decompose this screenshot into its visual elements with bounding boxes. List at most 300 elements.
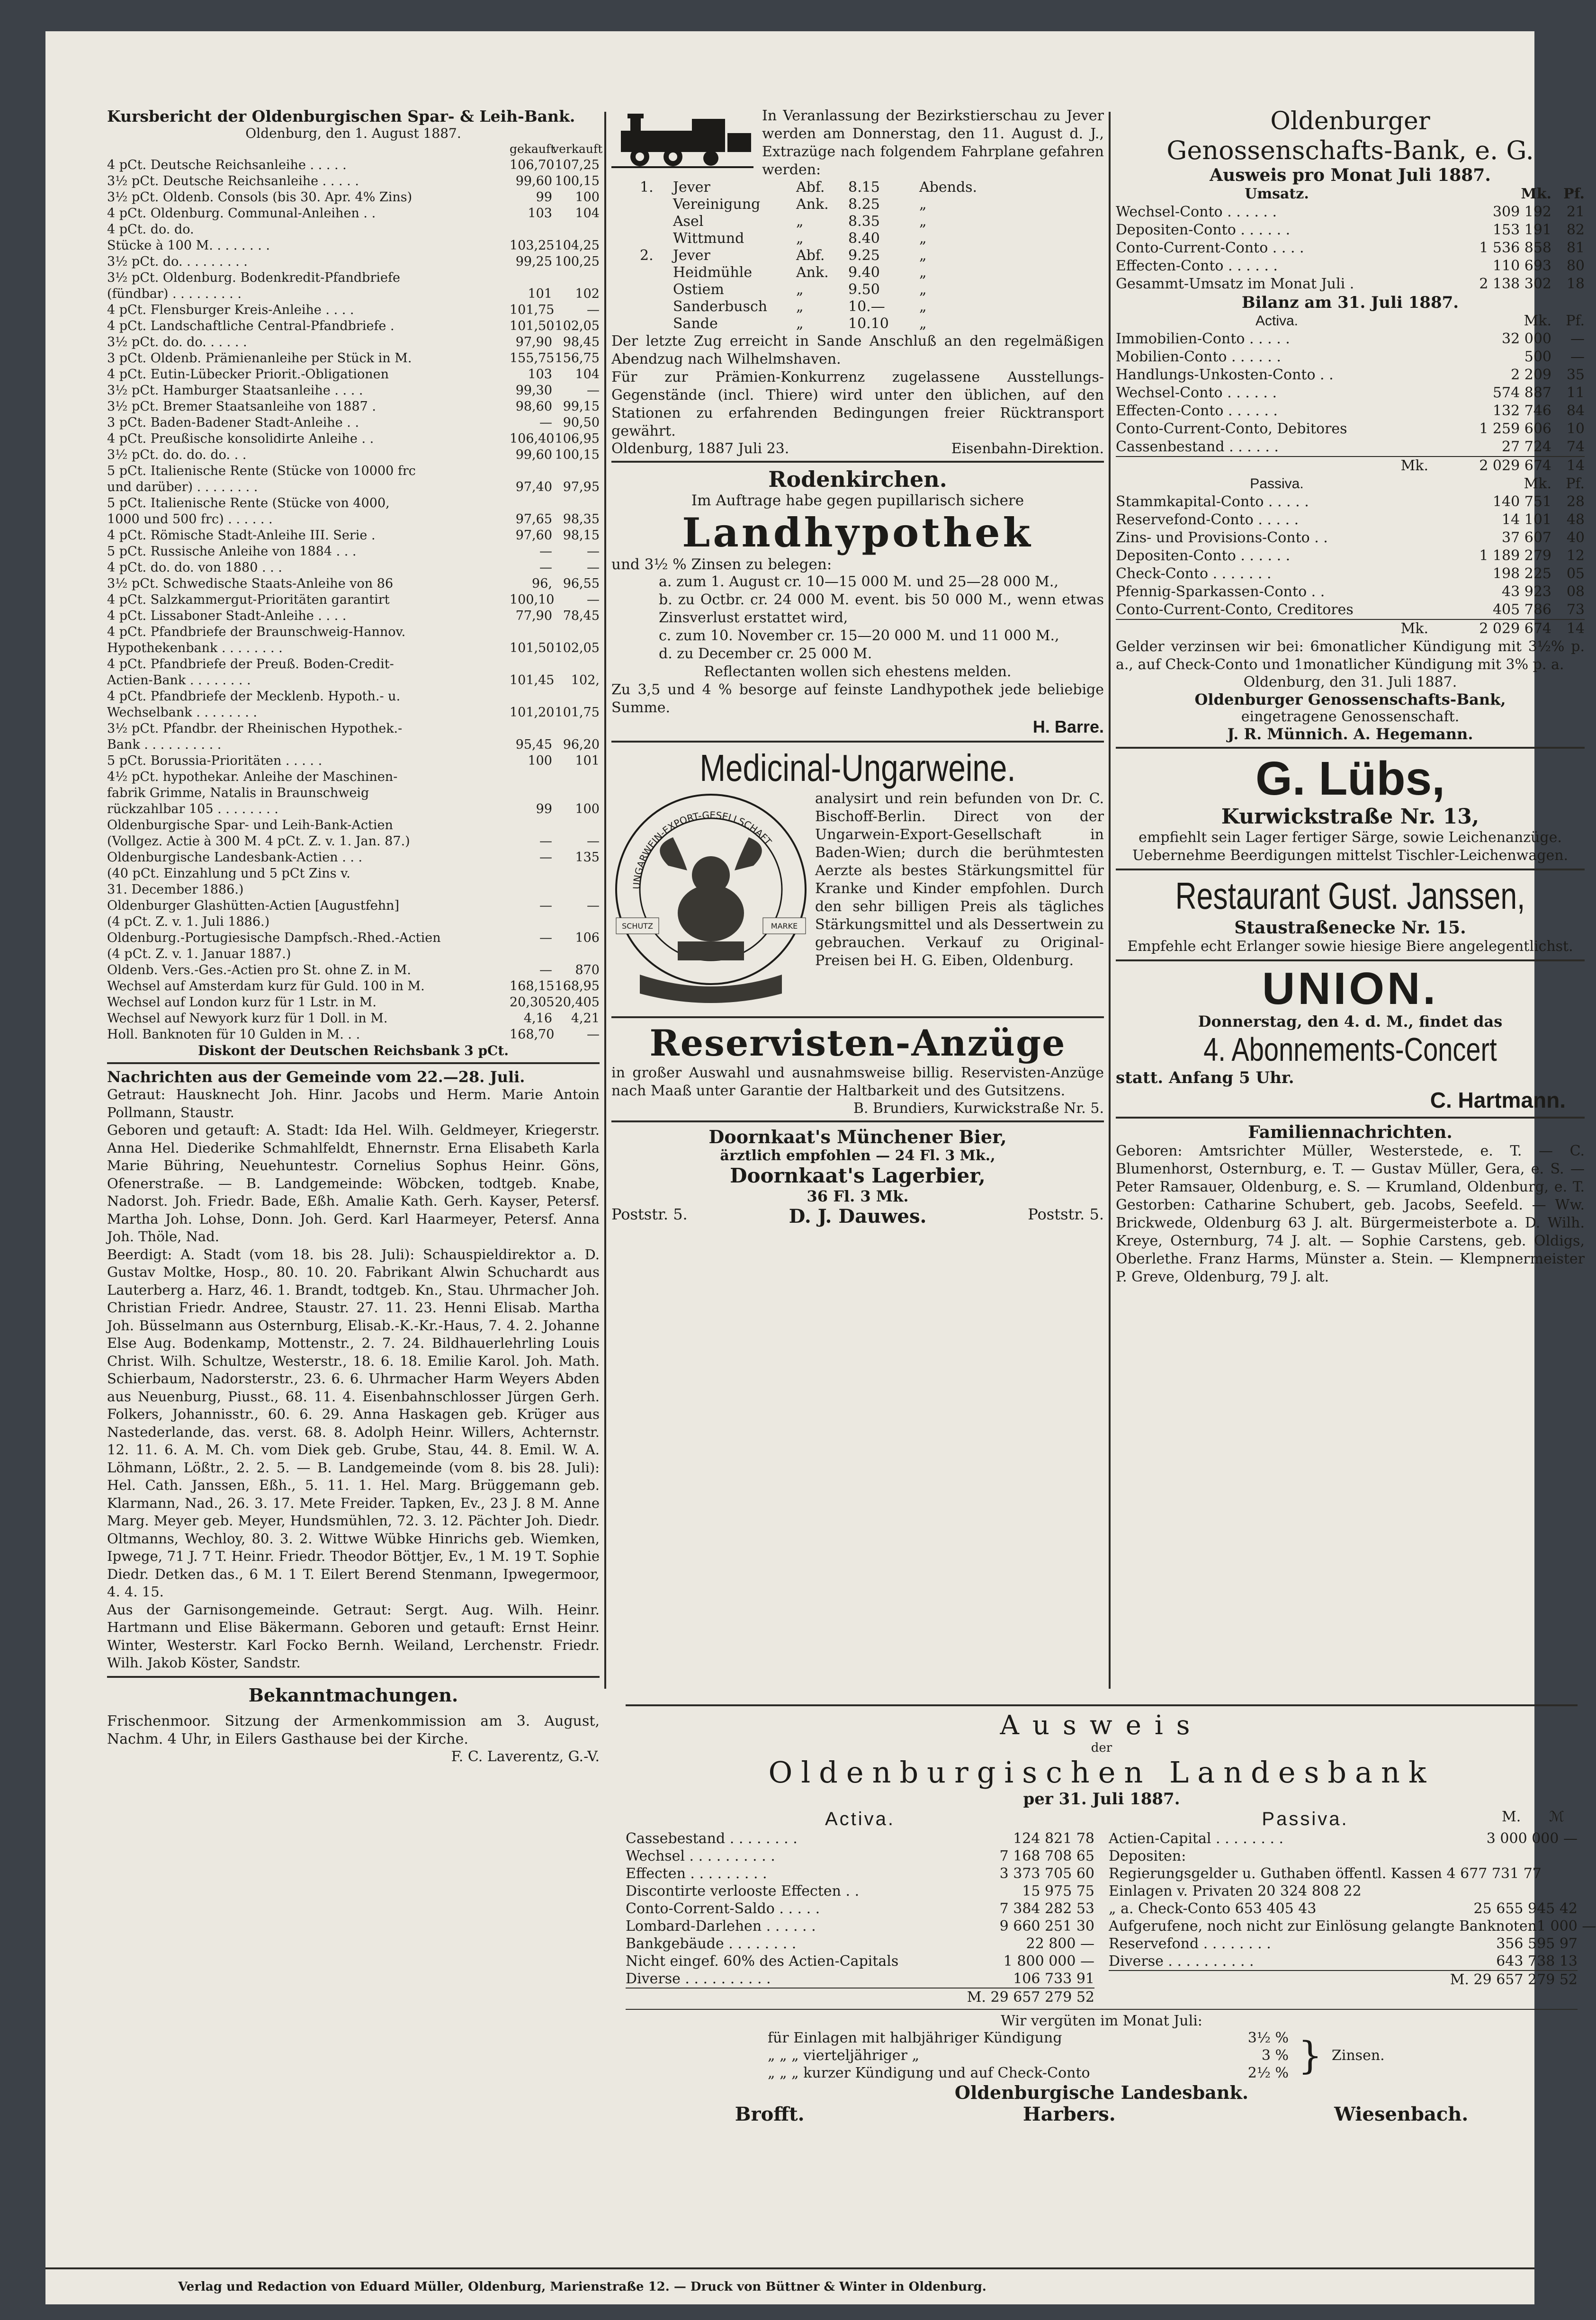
kurs-name: 5 pCt. Italienische Rente (Stücke von 10000 frc [107,464,416,478]
account-pf: 74 [1566,439,1585,455]
zug-no [640,213,673,230]
genossen-note: Gelder verzinsen wir bei: 6monatlicher Kündigung mit 3½% p. a., auf Check-Conto und 1monatlicher Kündigung mit 3% p. a. [1116,638,1585,673]
account-pf: 18 [1566,276,1585,292]
lb-name: Discontirte verlooste Effecten . . [626,1883,860,1899]
kurs-buy: 99,60 [515,174,552,188]
kurs-row [107,930,600,946]
lb-value: 3 000 000 — [1486,1830,1578,1847]
kurs-buy: 101 [528,287,552,301]
zug-no [640,298,673,315]
kurs-buy: 99 [536,190,552,205]
kurs-sell [552,769,600,785]
kurs-sell [552,463,600,479]
verg-row [768,2064,1289,2082]
kurs-buy [510,689,552,705]
account-pf: 28 [1566,493,1585,510]
kurs-row [107,978,600,994]
kurs-sell: — [587,303,600,317]
bekannt-sign: F. C. Laverentz, G.-V. [451,1748,600,1765]
kurs-row [107,415,600,431]
kurs-name: Oldenburg.-Portugiesische Dampfsch.-Rhed.-Actien [107,931,441,945]
restaurant-addr: Staustraßenecke Nr. 15. [1234,918,1466,938]
lb-name: Einlagen v. Privaten 20 324 808 22 [1109,1883,1362,1899]
zug-row [640,281,1104,298]
kurs-name: Oldenburger Glashütten-Actien [Augustfehn] [107,898,400,913]
lb-signer-3: Wiesenbach. [1334,2103,1469,2125]
zug-row [640,230,1104,247]
divider [107,1676,600,1678]
kurs-buy: 97,65 [515,512,552,527]
kurs-row [107,334,600,350]
kurs-name: Wechsel auf Amsterdam kurz für Guld. 100 in M. [107,979,425,994]
column-rule-right [1109,112,1111,1689]
right-column [1116,107,1585,1286]
mk-label: Mk. [1524,475,1551,492]
zug-intro: In Veranlassung der Bezirkstierschau zu Jever werden am Donnerstag, den 11. August d. J., Extrazüge nach folgendem Fahrplane gefahren werden: [762,107,1104,178]
kurs-buy [510,270,552,286]
kurs-name: 3½ pCt. do. . . . . . . . . [107,254,248,269]
account-name: Effecten-Conto . . . . . . [1116,403,1278,419]
kurs-buy: — [539,850,552,865]
kurs-buy: 20,305 [510,995,555,1010]
account-row [1116,565,1585,583]
divider [611,1016,1104,1018]
mk-label: Mk. [1524,313,1551,329]
kurs-name: 3½ pCt. Pfandbr. der Rheinischen Hypothek.- [107,721,403,736]
lb-row [1109,1953,1578,1970]
kurs-name: 4 pCt. Pfandbriefe der Preuß. Boden-Credit- [107,657,394,672]
lb-value: 643 738 13 [1496,1953,1578,1970]
divider [611,1120,1104,1122]
lb-row [626,1917,1094,1935]
seal-right-text: MARKE [771,922,798,931]
account-name: Gesammt-Umsatz im Monat Juli . [1116,276,1354,292]
locomotive-icon [611,107,753,169]
kurs-sell: 90,50 [563,415,600,430]
kurs-row [107,882,600,898]
kurs-row [107,914,600,930]
familien-text: Geboren: Amtsrichter Müller, Westerstede, e. T. — C. Blumenhorst, Osternburg, e. T. — Gustav Müller, Gera, e. S. — Peter Ramsauer, Oldenburg, e. S. — Krumland, Oldenburg, e. T. Gestorben: Catharine Schubert, geb. Jacobs, Seefeld. — Ww. Brickwede, Oldenburg 63 J. alt. Bürgermeisterbote a. D. Wilh. Kreye, Osternburg, 74 J. alt. — Sophie Carstens, geb. Oldigs, Oberlethe. Franz Harms, Münster a. Stein. — Klempnermeister P. Greve, Oldenburg, 79 J. alt. [1116,1143,1585,1285]
kursbericht-date: Oldenburg, den 1. August 1887. [245,125,461,141]
lb-name: Conto-Corrent-Saldo . . . . . [626,1900,820,1917]
kurs-name: 4 pCt. Pfandbriefe der Braunschweig-Hannov. [107,625,406,639]
account-name: Effecten-Conto . . . . . . [1116,258,1278,274]
kurs-row [107,592,600,608]
divider [611,461,1104,463]
kurs-name: 4½ pCt. hypothekar. Anleihe der Maschinen- [107,770,398,784]
kurs-name: 1000 und 500 frc) . . . . . . [107,512,273,527]
union-concert: 4. Abonnements-Concert [1203,1031,1497,1068]
kurs-row [107,206,600,222]
footer-rule [45,2267,1534,2269]
kurs-sell: 97,95 [563,480,600,494]
union-line2: statt. Anfang 5 Uhr. [1116,1068,1294,1087]
kurs-sell: 100 [575,802,600,816]
kurs-buy: 98,60 [515,399,552,414]
lb-signer-2: Harbers. [1022,2103,1116,2125]
verg-name: „ „ „ vierteljähriger „ [768,2047,920,2064]
kurs-row [107,672,600,689]
lb-zinsen: Zinsen. [1331,2047,1385,2064]
zug-no [640,281,673,298]
kurs-name: Oldenburgische Landesbank-Actien . . . [107,850,363,865]
kurs-sell [552,946,600,962]
kurs-sell: 98,35 [563,512,600,527]
zug-station: Jever [673,179,710,196]
lb-row [1109,1900,1578,1917]
zug-outro-1: Der letzte Zug erreicht in Sande Anschluß an den regelmäßigen Abendzug nach Wilhelmshaven. [611,333,1104,367]
account-row [1116,384,1585,402]
genossen-passiva-table [1116,493,1585,619]
kurs-name: 5 pCt. Italienische Rente (Stücke von 4000, [107,496,390,511]
account-pf: — [1570,349,1585,365]
landesbank-title2: Oldenburgischen Landesbank [768,1755,1435,1790]
zug-type: Ank. [796,264,829,281]
kurs-name: 4 pCt. Salzkammergut-Prioritäten garantirt [107,592,390,607]
landesbank-title1: Ausweis [1000,1710,1203,1741]
kurs-buy [510,656,552,672]
kurs-row [107,254,600,270]
verg-rate: 3 % [1261,2047,1289,2064]
kurs-buy: 97,60 [515,528,552,543]
account-pf: 12 [1566,547,1585,564]
account-mark: 198 225 [1492,565,1551,582]
kurs-name: Holl. Banknoten für 10 Gulden in M. . . [107,1027,360,1042]
lb-row [626,1882,1094,1900]
kurs-row [107,189,600,206]
zug-station: Ostiem [673,281,724,298]
lb-value: 1 000 — [1536,1918,1596,1935]
account-pf: — [1570,331,1585,347]
col-verkauft: verkauft [552,142,603,156]
luebs-title: G. Lübs, [1255,752,1445,805]
familien-title: Familiennachrichten. [1248,1122,1453,1142]
zug-type: „ [796,230,804,247]
column-rule-left [604,112,606,1689]
verg-rate: 2½ % [1247,2065,1289,2081]
kurs-sell [552,866,600,882]
lb-value [1454,1847,1578,1865]
kurs-name: 3 pCt. Baden-Badener Stadt-Anleihe . . [107,415,359,430]
account-name: Handlungs-Unkosten-Conto . . [1116,367,1334,383]
kurs-name: Wechsel auf Newyork kurz für 1 Doll. in M. [107,1011,388,1026]
kurs-row [107,479,600,495]
union-title: UNION. [1262,963,1438,1014]
kurs-buy: 103,25 [510,238,555,253]
kursbericht-title: Kursbericht der Oldenburgischen Spar- & Leih-Bank. [107,107,575,125]
lb-value: 106 733 91 [1013,1971,1094,1987]
kurs-name: Wechselbank . . . . . . . . [107,705,257,720]
doornkaat-line4: 36 Fl. 3 Mk. [807,1187,909,1205]
genossen-activa-table [1116,330,1585,456]
zug-row [640,315,1104,332]
kurs-buy: 99,30 [515,383,552,398]
kurs-buy: 103 [528,367,552,382]
zug-type: „ [796,315,804,332]
kurs-sell: 96,55 [563,576,600,591]
lb-row [1109,1830,1578,1847]
kurs-buy: 100 [528,753,552,768]
kurs-row [107,383,600,399]
account-name: Depositen-Conto . . . . . . [1116,222,1291,238]
kurs-sell [552,882,600,898]
activa-total-pf: 14 [1566,457,1585,474]
kurs-sell: 102,05 [555,319,600,333]
account-mark: 405 786 [1492,601,1551,618]
kurs-sell [552,624,600,640]
reservisten-sign: B. Brundiers, Kurwickstraße Nr. 5. [853,1100,1104,1117]
kurs-name: 3½ pCt. Bremer Staatsanleihe von 1887 . [107,399,376,414]
kurs-name: 4 pCt. Römische Stadt-Anleihe III. Serie . [107,528,376,543]
kurs-buy: 106,40 [510,431,555,446]
kursbericht-header [107,141,603,157]
kurs-sell: 99,15 [563,399,600,414]
zug-type: „ [796,298,804,315]
kurs-buy: 4,16 [523,1011,552,1026]
kurs-buy: 101,75 [510,303,555,317]
kurs-buy: 99,25 [515,254,552,269]
kurs-row [107,431,600,447]
zug-outro-2: Für zur Prämien-Konkurrenz zugelassene Ausstellungs-Gegenstände (incl. Thiere) wird unter den üblichen, auf den Stationen zu erfahrenden Bedingungen freier Rücktransport gewährt. [611,369,1104,439]
zug-station: Wittmund [673,230,744,247]
verg-name: „ „ „ kurzer Kündigung und auf Check-Conto [768,2065,1090,2081]
kurs-row [107,624,600,640]
kurs-sell: 870 [575,963,600,977]
rodenkirchen-item-c: c. zum 10. November cr. 15—20 000 M. und 11 000 M., [659,627,1059,644]
kurs-name: 3½ pCt. Oldenburg. Bodenkredit-Pfandbriefe [107,270,400,285]
seal-arc-text: UNGARWEIN-EXPORT-GESELLSCHAFT [630,809,774,890]
kurs-row [107,350,600,367]
kurs-sell [552,656,600,672]
medicinal-title: Medicinal-Ungarweine. [699,747,1016,789]
lb-name: Cassebestand . . . . . . . . [626,1830,798,1847]
zug-time: 9.40 [848,264,880,281]
kurs-row [107,850,600,866]
kurs-buy: 95,45 [515,737,552,752]
lb-activa-table [626,1830,1094,1988]
kurs-row [107,1027,600,1043]
kurs-name: Hypothekenbank . . . . . . . . [107,641,283,655]
doornkaat-line2: ärztlich empfohlen — 24 Fl. 3 Mk., [720,1147,995,1164]
account-pf: 35 [1566,367,1585,383]
kurs-name: 4 pCt. Lissaboner Stadt-Anleihe . . . . [107,609,347,623]
lb-passiva-heading: Passiva. [1262,1809,1349,1829]
kurs-buy: 168,70 [510,1027,555,1042]
account-pf: 10 [1566,421,1585,437]
account-pf: 84 [1566,403,1585,419]
lb-name: Nicht eingef. 60% des Actien-Capitals [626,1953,899,1970]
lb-name: Depositen: [1109,1848,1186,1864]
lb-value: 25 655 945 42 [1473,1900,1578,1917]
zug-date: Oldenburg, 1887 Juli 23. [611,440,789,457]
brace: } [1298,2033,1322,2078]
lb-row [626,1847,1094,1865]
zug-time: 8.15 [848,179,880,196]
account-row [1116,203,1585,221]
account-mark: 153 191 [1492,222,1551,238]
kurs-sell: — [587,592,600,607]
kurs-name: 4 pCt. do. do. von 1880 . . . [107,560,282,575]
account-pf: 08 [1566,583,1585,600]
zug-extra: Abends. [919,179,977,196]
account-row [1116,366,1585,384]
kurs-sell: — [587,834,600,849]
kurs-buy: 168,15 [510,979,555,994]
lb-firm: Oldenburgische Landesbank. [954,2082,1249,2103]
kurs-sell: 100,15 [555,174,600,188]
account-pf: 05 [1566,565,1585,582]
kurs-name: 4 pCt. Flensburger Kreis-Anleihe . . . . [107,303,354,317]
kurs-sell: 100,15 [555,448,600,462]
kurs-name: rückzahlbar 105 . . . . . . . . [107,802,278,816]
kurs-row [107,367,600,383]
lb-passiva-table [1109,1830,1596,1970]
kurs-name: 3½ pCt. Hamburger Staatsanleihe . . . . [107,383,363,398]
kurs-buy: 106,70 [510,158,555,172]
kurs-name: 31. December 1886.) [107,882,244,897]
account-row [1116,221,1585,239]
medicinal-text: analysirt und rein befunden von Dr. C. Bischoff-Berlin. Direct von der Ungarwein-Export-Gesellschaft in Baden-Wien; durch die berühmtesten Aerzte als bestes Stärkungsmittel für Kranke und Kinder empfohlen. Durch den sehr billigen Preis als tägliches Stärkungsmittel und als Dessertwein zu gebrauchen. Verkauf zu Original-Preisen bei H. G. Eiben, Oldenburg. [815,790,1104,969]
kurs-buy [510,769,552,785]
kurs-name: 3½ pCt. Schwedische Staats-Anleihe von 86 [107,576,394,591]
kurs-name: Stücke à 100 M. . . . . . . . [107,238,270,253]
zug-type: Ank. [796,196,829,213]
lb-name: Actien-Capital . . . . . . . . [1109,1830,1284,1847]
kurs-sell: — [587,898,600,913]
kurs-sell: 98,15 [563,528,600,543]
account-mark: 110 693 [1492,258,1551,274]
kurs-sell [552,817,600,833]
kurs-name: 4 pCt. do. do. [107,222,194,237]
kurs-row [107,560,600,576]
account-pf: 11 [1566,385,1585,401]
kurs-sell: — [587,560,600,575]
zug-time: 8.25 [848,196,880,213]
landesbank-date: per 31. Juli 1887. [1023,1790,1180,1809]
account-mark: 43 923 [1502,583,1551,600]
lb-value: 356 595 97 [1496,1935,1578,1952]
activa-total-value: 2 029 674 [1479,457,1551,474]
lb-value: 1 800 000 — [1003,1953,1094,1970]
passiva-total-value: 2 029 674 [1479,620,1551,637]
account-mark: 27 724 [1502,439,1551,455]
kurs-name: (40 pCt. Einzahlung und 5 pCt Zins v. [107,866,350,881]
kurs-sell: — [587,1027,600,1042]
account-mark: 2 209 [1511,367,1551,383]
kurs-sell: 100 [575,190,600,205]
divider [626,2009,1578,2010]
lb-name: Lombard-Darlehen . . . . . . [626,1918,816,1935]
kurs-buy [510,946,552,962]
zug-extra: „ [919,247,927,264]
kurs-row [107,495,600,511]
kursbericht-table [107,157,600,1043]
account-row [1116,529,1585,547]
nachrichten-para-4: Aus der Garnisongemeinde. Getraut: Sergt. Aug. Wilh. Heinr. Hartmann und Elise Bäkermann. Geboren und getauft: Ernst Heinr. Winter, Westerstr. Karl Focko Bernh. Weiland, Lerchenstr. Friedr. Wilh. Jakob Köster, Sandstr. [107,1601,600,1671]
reservisten-text: in großer Auswahl und ausnahmsweise billig. Reservisten-Anzüge nach Maaß unter Garantie der Haltbarkeit und des Gutsitzens. [611,1065,1104,1099]
kurs-buy [510,624,552,640]
kurs-row [107,962,600,978]
account-mark: 309 192 [1492,204,1551,220]
account-mark: 574 887 [1492,385,1551,401]
col-gekauft: gekauft [510,142,556,156]
divider [107,1062,600,1064]
kurs-name: 3½ pCt. Oldenb. Consols (bis 30. Apr. 4% Zins) [107,190,412,205]
zug-time: 10.— [848,298,885,315]
kurs-buy: — [539,560,552,575]
kurs-row [107,576,600,592]
rodenkirchen-title: Rodenkirchen. [768,466,947,492]
account-mark: 37 607 [1502,529,1551,546]
kurs-buy [510,882,552,898]
pf-label: Pf. [1566,313,1585,329]
verg-row [768,2029,1289,2047]
kurs-sell: 104,25 [555,238,600,253]
account-name: Stammkapital-Conto . . . . . [1116,493,1309,510]
kurs-buy: 101,50 [510,641,555,655]
kurs-buy: 155,75 [510,351,555,366]
kurs-name: 3 pCt. Oldenb. Prämienanleihe per Stück in M. [107,351,412,366]
kurs-sell: — [587,544,600,559]
kurs-buy: — [539,931,552,945]
bilanz-heading: Bilanz am 31. Juli 1887. [1241,293,1459,312]
zug-station: Sande [673,315,718,332]
passiva-heading: Passiva. [1250,476,1304,492]
zug-time: 9.25 [848,247,880,264]
nachrichten-title: Nachrichten aus der Gemeinde vom 22.—28. Juli. [107,1068,525,1086]
kurs-sell [552,785,600,801]
verg-rate: 3½ % [1247,2030,1289,2046]
kurs-sell [552,495,600,511]
doornkaat-addr-right: Poststr. 5. [1028,1205,1104,1223]
account-pf: 73 [1566,601,1585,618]
lb-passiva-total: M. 29 657 279 52 [1450,1971,1578,1988]
kurs-name: fabrik Grimme, Natalis in Braunschweig [107,786,369,800]
kurs-sell [552,914,600,930]
kurs-row [107,866,600,882]
kurs-sell: 106 [575,931,600,945]
kurs-sell: 135 [575,850,600,865]
lb-row [626,1970,1094,1988]
kurs-sell: 168,95 [555,979,600,994]
kurs-sell [552,689,600,705]
kurs-buy [510,817,552,833]
kurs-row [107,946,600,962]
kurs-name: (4 pCt. Z. v. 1. Januar 1887.) [107,947,291,961]
nachrichten-para-2: Geboren und getauft: A. Stadt: Ida Hel. Wilh. Geldmeyer, Kriegerstr. Anna Hel. Diederike Schmahlfeldt, Ehnernstr. Erna Elisabeth Karla Marie Bühring, Neuehuntestr. Cornelius Sophus Heinr. Göns, Ofenerstraße. — B. Landgemeinde: Wöbcken, todtgeb. Knabe, Nadorst. Joh. Friedr. Bade, Eßh. Amalie Kath. Gerh. Kayser, Petersf. Martha Joh. Lohse, Donn. Joh. Gerd. Karl Haarmeyer, Petersf. Anna Joh. Thöle, Nad. [107,1122,600,1245]
seal-left-text: SCHUTZ [622,922,653,931]
kurs-sell: 102, [571,673,600,688]
divider [1116,747,1585,749]
rodenkirchen-line2: und 3½ % Zinsen zu belegen: [611,556,832,573]
kurs-row [107,898,600,914]
zug-time: 9.50 [848,281,880,298]
lb-verg-intro: Wir vergüten im Monat Juli: [1001,2013,1202,2029]
zug-extra: „ [919,298,927,315]
account-name: Conto-Current-Conto . . . . [1116,240,1304,256]
account-pf: 48 [1566,511,1585,528]
activa-heading: Activa. [1255,313,1299,329]
passiva-total-label: Mk. [1400,620,1428,637]
account-row [1116,601,1585,619]
lb-row [1109,1882,1578,1900]
lb-row [626,1865,1094,1882]
lb-row [1109,1865,1578,1882]
kurs-buy: 101,20 [510,705,555,720]
lb-name: Diverse . . . . . . . . . . [626,1971,771,1987]
left-column [107,107,603,1765]
kurs-buy: 77,90 [515,609,552,623]
